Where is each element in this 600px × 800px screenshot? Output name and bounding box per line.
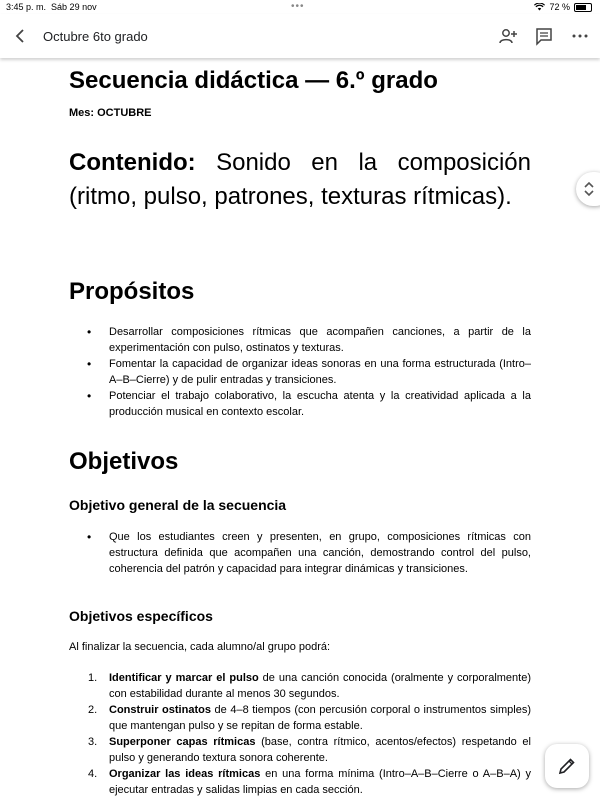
list-item: • Que los estudiantes creen y presenten, en grupo, composiciones rítmicas con estructura definida que acompañen una canción, demostrando control del pulso, coherencia del patrón y capacidad para integrar dinámicas y transiciones. xyxy=(69,529,531,577)
objetivos-heading: Objetivos xyxy=(69,448,179,475)
list-item xyxy=(69,766,531,798)
item-bold: Construir ostinatos xyxy=(109,704,211,716)
item-text: (base, contra rítmico, acentos/efectos) respetando el pulso y generando textura sonora coherente. xyxy=(109,736,531,764)
contenido-text: Sonido en la composición (ritmo, pulso, patrones, texturas rítmicas). xyxy=(69,149,531,210)
contenido-paragraph xyxy=(69,146,531,214)
doc-title: Octubre 6to grado xyxy=(43,29,148,44)
objetivo-general-heading: Objetivo general de la secuencia xyxy=(69,497,287,513)
comment-icon[interactable] xyxy=(534,26,554,46)
doc-toolbar xyxy=(0,14,600,58)
propositos-list xyxy=(69,324,531,420)
status-right xyxy=(534,2,592,12)
item-text: de 4–8 tiempos (con percusión corporal o instrumentos simples) que mantengan pulso y se repitan de forma estable. xyxy=(109,704,532,732)
document-body[interactable] xyxy=(0,58,600,800)
edit-fab-button[interactable] xyxy=(545,744,589,788)
scroll-jump-button[interactable] xyxy=(576,172,600,206)
expand-up-down-icon xyxy=(582,179,596,199)
wifi-icon xyxy=(534,3,545,11)
list-item: • Fomentar la capacidad de organizar ideas sonoras en una forma estructurada (Intro–A–B–Cierre) y de pulir entradas y transiciones. xyxy=(69,356,531,388)
propositos-heading: Propósitos xyxy=(69,278,195,305)
mes-value: OCTUBRE xyxy=(97,107,152,119)
item-bold: Superponer capas rítmicas xyxy=(109,736,256,748)
list-item xyxy=(69,734,531,766)
battery-percent: 72 % xyxy=(549,2,570,12)
objetivos-especificos-heading: Objetivos específicos xyxy=(69,608,213,624)
document-title: Secuencia didáctica — 6.º grado xyxy=(69,67,438,94)
status-date: Sáb 29 nov xyxy=(51,2,97,12)
contenido-label: Contenido: xyxy=(69,149,196,176)
status-time: 3:45 p. m. xyxy=(6,2,47,12)
objetivo-general-list xyxy=(69,529,531,577)
item-text: en una forma mínima (Intro–A–B–Cierre o A–B–A) y ejecutar entradas y salidas limpias en cada sección. xyxy=(109,768,531,796)
share-add-person-icon[interactable] xyxy=(498,26,518,46)
item-number: 3. xyxy=(88,736,98,748)
mes-label: Mes: xyxy=(69,107,98,119)
battery-icon xyxy=(574,3,592,12)
list-item xyxy=(69,670,531,702)
status-bar xyxy=(0,0,600,14)
multitasking-dots-icon[interactable]: ••• xyxy=(291,1,305,12)
pencil-icon xyxy=(557,756,577,776)
status-time-date xyxy=(6,2,97,12)
more-options-icon[interactable] xyxy=(570,26,590,46)
especificos-intro: Al finalizar la secuencia, cada alumno/al grupo podrá: xyxy=(69,641,331,653)
list-item: • Desarrollar composiciones rítmicas que acompañen canciones, a partir de la experimentación con pulso, ostinatos y texturas. xyxy=(69,324,531,356)
item-number: 1. xyxy=(88,672,98,684)
item-text: de una canción conocida (oralmente y corporalmente) con estabilidad durante al menos 30 segundos. xyxy=(109,672,531,700)
item-bold: Identificar y marcar el pulso xyxy=(109,672,259,684)
objetivos-especificos-list xyxy=(69,670,531,798)
item-number: 4. xyxy=(88,768,98,780)
list-item xyxy=(69,702,531,734)
back-chevron-icon[interactable] xyxy=(12,26,30,46)
item-number: 2. xyxy=(88,704,98,716)
mes-line xyxy=(69,107,152,119)
item-bold: Organizar las ideas rítmicas xyxy=(109,768,261,780)
list-item: • Potenciar el trabajo colaborativo, la escucha atenta y la creatividad aplicada a la producción musical en contexto escolar. xyxy=(69,388,531,420)
battery-fill xyxy=(576,5,586,10)
